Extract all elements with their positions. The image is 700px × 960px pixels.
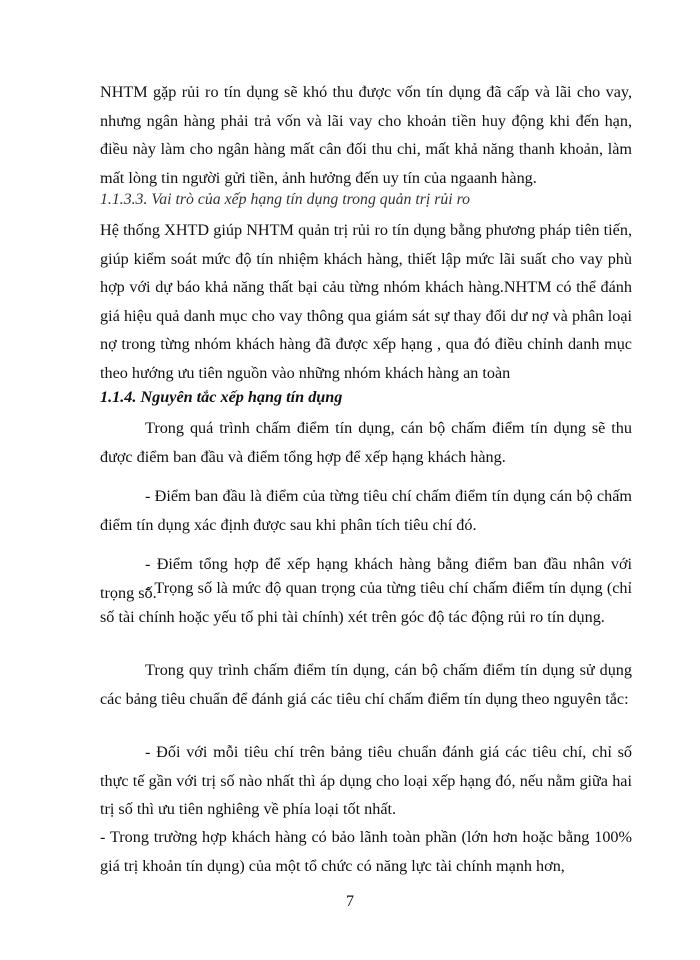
- heading-1-1-3-3: 1.1.3.3. Vai trò của xếp hạng tín dụng trong quản trị rủi ro: [100, 191, 471, 208]
- page-number: 7: [346, 893, 354, 910]
- bullet-total-score: - Điểm tổng hợp để xếp hạng khách hàng bằng điểm ban đầu nhân với trọng số.: [100, 555, 632, 602]
- heading-1-1-4: 1.1.4. Nguyên tắc xếp hạng tín dụng: [100, 388, 343, 406]
- bullet-full-guarantee: - Trong trường hợp khách hàng có bảo lãnh toàn phần (lớn hơn hoặc bằng 100% giá trị khoản tín dụng) của một tổ chức có năng lực tài chính mạnh hơn,: [100, 828, 632, 875]
- paragraph-credit-risk-impact: NHTM gặp rủi ro tín dụng sẽ khó thu được vốn tín dụng đã cấp và lãi cho vay, nhưng ngân hàng phải trả vốn và lãi vay cho khoản tiền huy động khi đến hạn, điều này làm cho ngân hàng mất cân đối thu chi, mất khả năng thanh khoản, làm mất lòng tin người gửi tiền, ảnh hưởng đến uy tín của ngaanh hàng.: [100, 83, 632, 187]
- paragraph-standard-tables: Trong quy trình chấm điểm tín dụng, cán bộ chấm điểm tín dụng sử dụng các bảng tiêu chuẩn để đánh giá các tiêu chí chấm điểm tín dụng theo nguyên tắc:: [100, 661, 632, 708]
- bullet-initial-score: - Điểm ban đầu là điểm của từng tiêu chí chấm điểm tín dụng cán bộ chấm điểm tín dụng xác định được sau khi phân tích tiêu chí đó.: [100, 487, 632, 534]
- paragraph-xhtd-role: Hệ thống XHTD giúp NHTM quản trị rủi ro tín dụng bằng phương pháp tiên tiến, giúp kiểm soát mức độ tín nhiệm khách hàng, thiết lập mức lãi suất cho vay phù hợp với dự báo khả năng thất bại cảu từng nhóm khách hàng.NHTM có thể đánh giá hiệu quả danh mục cho vay thông qua giám sát sự thay đổi dư nợ và phân loại nợ trong từng nhóm khách hàng đã được xếp hạng , qua đó điều chỉnh danh mục theo hướng ưu tiên nguồn vào những nhóm khách hàng an toàn: [100, 221, 632, 382]
- paragraph-scoring-process: Trong quá trình chấm điểm tín dụng, cán bộ chấm điểm tín dụng sẽ thu được điểm ban đầu và điểm tổng hợp để xếp hạng khách hàng.: [100, 419, 632, 466]
- bullet-nearest-value-rule: - Đối với mỗi tiêu chí trên bảng tiêu chuẩn đánh giá các tiêu chí, chỉ số thực tế gần với trị số nào nhất thì áp dụng cho loại xếp hạng đó, nếu nằm giữa hai trị số thì ưu tiên nghiêng về phía loại tốt nhất.: [100, 743, 632, 819]
- bullet-weight: - Trọng số là mức độ quan trọng của từng tiêu chí chấm điểm tín dụng (chỉ số tài chính hoặc yếu tố phi tài chính) xét trên góc độ tác động rủi ro tín dụng.: [100, 579, 632, 626]
